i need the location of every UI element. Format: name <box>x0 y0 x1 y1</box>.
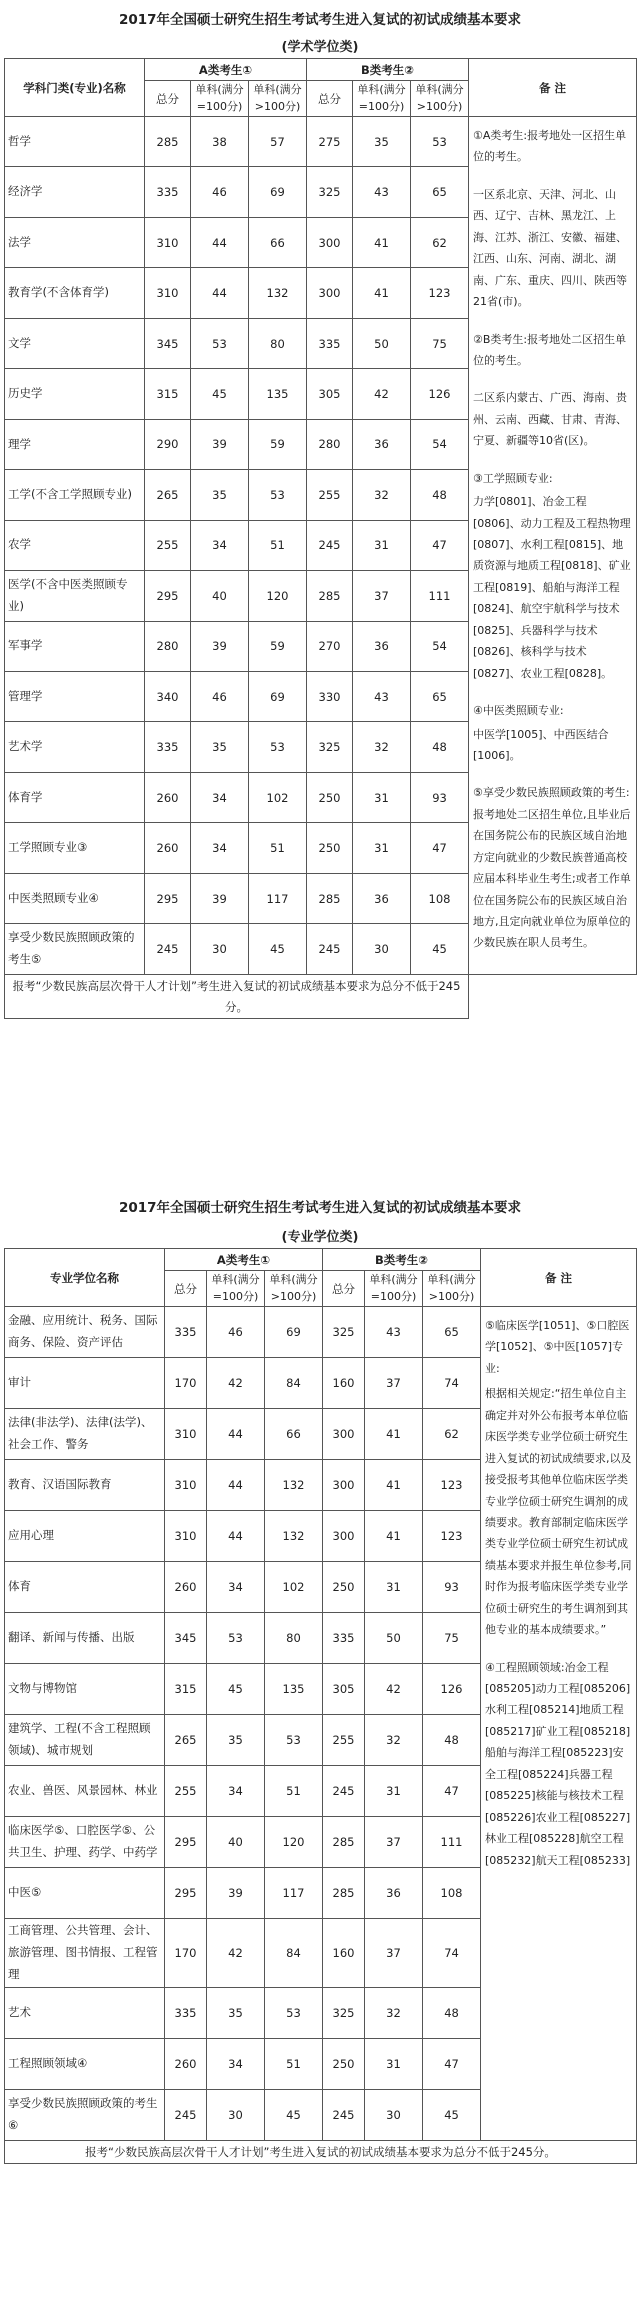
a-single-100: 45 <box>207 1664 265 1715</box>
row-name: 建筑学、工程(不含工程照顾领域)、城市规划 <box>5 1715 165 1766</box>
row-name: 经济学 <box>5 167 145 217</box>
b-single-100: 41 <box>365 1460 423 1511</box>
a-total: 315 <box>165 1664 207 1715</box>
row-name: 农学 <box>5 520 145 570</box>
a-total: 340 <box>145 671 191 721</box>
b-single-100: 42 <box>365 1664 423 1715</box>
a-total: 345 <box>165 1613 207 1664</box>
note-engineering-title: ③工学照顾专业: <box>473 471 553 485</box>
note-clinical-rules: 根据相关规定:“招生单位自主确定并对外公布报考本单位临床医学类专业学位硕士研究生进入复试的初试成绩要求,以及接受报考其他单位临床医学类专业学位硕士研究生调剂的成绩要求。教育部制定临床医学类专业学位硕士研究生初试成绩基本要求并报生单位参考,同时作为报考临床医学类专业学位硕士研究生的考生调剂到其他专业的基本成绩要求。” <box>485 1387 632 1637</box>
row-name: 体育学 <box>5 772 145 822</box>
a-single-100: 44 <box>207 1409 265 1460</box>
a-single-100: 44 <box>191 268 249 318</box>
b-single-gt100: 47 <box>411 823 469 873</box>
b-single-100: 30 <box>365 2089 423 2140</box>
b-single-gt100: 48 <box>411 722 469 772</box>
b-single-100: 30 <box>353 924 411 975</box>
a-single-gt100: 57 <box>249 117 307 167</box>
a-single-gt100: 51 <box>249 520 307 570</box>
b-total: 305 <box>323 1664 365 1715</box>
row-name: 享受少数民族照顾政策的考生⑤ <box>5 924 145 975</box>
b-single-gt100: 93 <box>423 1562 481 1613</box>
a-total: 310 <box>165 1460 207 1511</box>
a-single-100: 39 <box>191 873 249 923</box>
row-name: 农业、兽医、风景园林、林业 <box>5 1766 165 1817</box>
a-single-100: 35 <box>207 1715 265 1766</box>
a-total: 285 <box>145 117 191 167</box>
academic-notes <box>469 117 637 975</box>
a-single-gt100: 59 <box>249 419 307 469</box>
professional-table <box>4 1248 637 2164</box>
b-total: 250 <box>307 772 353 822</box>
a-single-gt100: 51 <box>249 823 307 873</box>
row-name: 享受少数民族照顾政策的考生⑥ <box>5 2089 165 2140</box>
b-single-100: 31 <box>365 1766 423 1817</box>
b-single-gt100: 48 <box>423 1987 481 2038</box>
b-single-gt100: 74 <box>423 1358 481 1409</box>
b-single-100: 32 <box>353 470 411 520</box>
b-single-100: 36 <box>353 621 411 671</box>
a-total: 310 <box>145 217 191 267</box>
b-single-gt100: 54 <box>411 621 469 671</box>
row-name: 军事学 <box>5 621 145 671</box>
b-single-gt100: 47 <box>411 520 469 570</box>
a-single-100: 35 <box>191 470 249 520</box>
a-total: 295 <box>165 1868 207 1919</box>
b-total: 300 <box>323 1409 365 1460</box>
a-single-100: 42 <box>207 1919 265 1988</box>
a-single-100: 34 <box>207 2038 265 2089</box>
header-b-group: B类考生② <box>307 59 469 81</box>
professional-title: 2017年全国硕士研究生招生考试考生进入复试的初试成绩基本要求 <box>118 1200 522 1216</box>
b-single-gt100: 111 <box>411 571 469 621</box>
row-name: 文学 <box>5 318 145 368</box>
a-single-gt100: 69 <box>265 1307 323 1358</box>
note-region-two: 二区系内蒙古、广西、海南、贵州、云南、西藏、甘肃、青海、宁夏、新疆等10省(区)。 <box>473 391 628 448</box>
b-total: 300 <box>323 1460 365 1511</box>
b-total: 275 <box>307 117 353 167</box>
b-single-100: 31 <box>353 823 411 873</box>
header-a-total: 总分 <box>165 1271 207 1307</box>
a-single-gt100: 66 <box>265 1409 323 1460</box>
a-single-100: 34 <box>191 823 249 873</box>
a-single-gt100: 84 <box>265 1919 323 1988</box>
header-category: 专业学位名称 <box>5 1249 165 1307</box>
b-single-100: 36 <box>353 873 411 923</box>
a-total: 260 <box>165 1562 207 1613</box>
header-category: 学科门类(专业)名称 <box>5 59 145 117</box>
b-total: 280 <box>307 419 353 469</box>
a-single-100: 39 <box>191 621 249 671</box>
row-name: 体育 <box>5 1562 165 1613</box>
b-total: 335 <box>323 1613 365 1664</box>
a-single-100: 39 <box>207 1868 265 1919</box>
b-single-100: 36 <box>353 419 411 469</box>
a-single-100: 38 <box>191 117 249 167</box>
a-single-gt100: 45 <box>265 2089 323 2140</box>
a-single-100: 30 <box>191 924 249 975</box>
row-name: 应用心理 <box>5 1511 165 1562</box>
b-single-100: 37 <box>365 1358 423 1409</box>
b-single-100: 37 <box>365 1919 423 1988</box>
b-single-gt100: 53 <box>411 117 469 167</box>
a-total: 260 <box>165 2038 207 2089</box>
a-single-gt100: 51 <box>265 2038 323 2089</box>
row-name: 法律(非法学)、法律(法学)、社会工作、警务 <box>5 1409 165 1460</box>
row-name: 工程照顾领域④ <box>5 2038 165 2089</box>
b-total: 285 <box>307 571 353 621</box>
a-single-gt100: 53 <box>249 470 307 520</box>
b-single-100: 31 <box>353 520 411 570</box>
professional-subtitle: (专业学位类) <box>281 1230 359 1245</box>
a-total: 295 <box>145 873 191 923</box>
a-single-gt100: 102 <box>249 772 307 822</box>
row-name: 文物与博物馆 <box>5 1664 165 1715</box>
a-single-gt100: 120 <box>249 571 307 621</box>
b-single-gt100: 108 <box>411 873 469 923</box>
a-single-100: 53 <box>191 318 249 368</box>
header-b-group: B类考生② <box>323 1249 481 1271</box>
row-name: 翻译、新闻与传播、出版 <box>5 1613 165 1664</box>
b-single-100: 31 <box>353 772 411 822</box>
a-total: 255 <box>165 1766 207 1817</box>
academic-table <box>4 58 637 1019</box>
b-single-100: 32 <box>353 722 411 772</box>
a-total: 255 <box>145 520 191 570</box>
b-single-gt100: 48 <box>411 470 469 520</box>
a-single-gt100: 53 <box>265 1715 323 1766</box>
a-single-gt100: 45 <box>249 924 307 975</box>
row-name: 历史学 <box>5 369 145 419</box>
a-single-100: 42 <box>207 1358 265 1409</box>
b-total: 285 <box>323 1868 365 1919</box>
b-single-gt100: 62 <box>411 217 469 267</box>
header-a-single-100: 单科(满分=100分) <box>191 81 249 117</box>
b-single-100: 50 <box>365 1613 423 1664</box>
b-single-100: 31 <box>365 1562 423 1613</box>
note-region-one: 一区系北京、天津、河北、山西、辽宁、吉林、黑龙江、上海、江苏、浙江、安徽、福建、江西、山东、河南、湖北、湖南、广东、重庆、四川、陕西等21省(市)。 <box>473 187 628 309</box>
header-a-group: A类考生① <box>165 1249 323 1271</box>
academic-title: 2017年全国硕士研究生招生考试考生进入复试的初试成绩基本要求 <box>118 12 522 28</box>
a-total: 265 <box>145 470 191 520</box>
b-single-gt100: 123 <box>423 1511 481 1562</box>
a-single-gt100: 53 <box>249 722 307 772</box>
header-b-total: 总分 <box>307 81 353 117</box>
a-single-100: 46 <box>207 1307 265 1358</box>
b-single-gt100: 75 <box>411 318 469 368</box>
b-total: 330 <box>307 671 353 721</box>
a-single-gt100: 102 <box>265 1562 323 1613</box>
a-total: 265 <box>165 1715 207 1766</box>
row-name: 临床医学⑤、口腔医学⑤、公共卫生、护理、药学、中药学 <box>5 1817 165 1868</box>
b-single-gt100: 47 <box>423 2038 481 2089</box>
a-single-gt100: 66 <box>249 217 307 267</box>
b-single-gt100: 48 <box>423 1715 481 1766</box>
b-single-100: 31 <box>365 2038 423 2089</box>
a-total: 335 <box>165 1987 207 2038</box>
b-single-gt100: 65 <box>411 167 469 217</box>
a-single-100: 34 <box>207 1766 265 1817</box>
row-name: 哲学 <box>5 117 145 167</box>
b-single-gt100: 75 <box>423 1613 481 1664</box>
b-total: 270 <box>307 621 353 671</box>
a-total: 335 <box>165 1307 207 1358</box>
b-single-100: 50 <box>353 318 411 368</box>
a-single-gt100: 132 <box>265 1460 323 1511</box>
row-name: 理学 <box>5 419 145 469</box>
a-single-100: 40 <box>191 571 249 621</box>
a-single-100: 30 <box>207 2089 265 2140</box>
header-remarks: 备 注 <box>469 59 637 117</box>
b-total: 255 <box>323 1715 365 1766</box>
a-total: 335 <box>145 722 191 772</box>
a-single-gt100: 117 <box>265 1868 323 1919</box>
a-single-gt100: 51 <box>265 1766 323 1817</box>
b-single-100: 43 <box>353 167 411 217</box>
a-total: 295 <box>165 1817 207 1868</box>
a-single-gt100: 120 <box>265 1817 323 1868</box>
a-single-100: 46 <box>191 671 249 721</box>
professional-footnote: 报考“少数民族高层次骨干人才计划”考生进入复试的初试成绩基本要求为总分不低于245分。 <box>5 2140 637 2164</box>
row-name: 艺术 <box>5 1987 165 2038</box>
row-name: 工商管理、公共管理、会计、旅游管理、图书情报、工程管理 <box>5 1919 165 1988</box>
note-tcm-list: 中医学[1005]、中西医结合[1006]。 <box>473 727 609 762</box>
a-total: 170 <box>165 1358 207 1409</box>
a-total: 310 <box>145 268 191 318</box>
a-single-100: 34 <box>207 1562 265 1613</box>
b-total: 160 <box>323 1919 365 1988</box>
b-single-gt100: 93 <box>411 772 469 822</box>
header-b-single-100: 单科(满分=100分) <box>365 1271 423 1307</box>
a-single-100: 39 <box>191 419 249 469</box>
a-total: 315 <box>145 369 191 419</box>
row-name: 医学(不含中医类照顾专业) <box>5 571 145 621</box>
b-total: 250 <box>323 2038 365 2089</box>
row-name: 教育、汉语国际教育 <box>5 1460 165 1511</box>
b-total: 250 <box>323 1562 365 1613</box>
note-a-class: ①A类考生:报考地处一区招生单位的考生。 <box>473 129 627 164</box>
a-single-100: 46 <box>191 167 249 217</box>
a-single-gt100: 80 <box>265 1613 323 1664</box>
b-single-100: 41 <box>353 268 411 318</box>
b-total: 160 <box>323 1358 365 1409</box>
a-total: 280 <box>145 621 191 671</box>
header-b-single-100: 单科(满分=100分) <box>353 81 411 117</box>
b-total: 245 <box>323 1766 365 1817</box>
a-single-gt100: 69 <box>249 167 307 217</box>
header-b-single-gt100: 单科(满分>100分) <box>411 81 469 117</box>
b-total: 300 <box>307 217 353 267</box>
b-single-gt100: 123 <box>423 1460 481 1511</box>
b-total: 245 <box>307 520 353 570</box>
b-single-gt100: 65 <box>411 671 469 721</box>
b-single-gt100: 126 <box>411 369 469 419</box>
header-remarks: 备 注 <box>481 1249 637 1307</box>
row-name: 艺术学 <box>5 722 145 772</box>
b-total: 285 <box>307 873 353 923</box>
row-name: 工学(不含工学照顾专业) <box>5 470 145 520</box>
a-single-100: 45 <box>191 369 249 419</box>
a-single-100: 44 <box>207 1460 265 1511</box>
a-total: 310 <box>165 1409 207 1460</box>
a-single-gt100: 132 <box>265 1511 323 1562</box>
note-b-class: ②B类考生:报考地处二区招生单位的考生。 <box>473 332 627 367</box>
note-engineering-fields: ④工程照顾领域:冶金工程[085205]动力工程[085206]水利工程[085214]地质工程[085217]矿业工程[085218]船舶与海洋工程[085223]安全工程[085224]兵器工程[085225]核能与核技术工程[085226]农业工程[085227]林业工程[085228]航空工程[085232]航天工程[085233] <box>485 1660 631 1867</box>
a-total: 245 <box>165 2089 207 2140</box>
a-single-100: 44 <box>207 1511 265 1562</box>
header-a-total: 总分 <box>145 81 191 117</box>
b-single-gt100: 126 <box>423 1664 481 1715</box>
b-single-100: 42 <box>353 369 411 419</box>
a-single-gt100: 69 <box>249 671 307 721</box>
row-name: 工学照顾专业③ <box>5 823 145 873</box>
b-total: 335 <box>307 318 353 368</box>
b-single-100: 41 <box>365 1511 423 1562</box>
b-total: 300 <box>307 268 353 318</box>
row-name: 中医类照顾专业④ <box>5 873 145 923</box>
b-single-100: 41 <box>353 217 411 267</box>
row-name: 金融、应用统计、税务、国际商务、保险、资产评估 <box>5 1307 165 1358</box>
row-name: 教育学(不含体育学) <box>5 268 145 318</box>
b-total: 325 <box>323 1987 365 2038</box>
b-total: 285 <box>323 1817 365 1868</box>
b-total: 325 <box>323 1307 365 1358</box>
b-single-gt100: 45 <box>411 924 469 975</box>
b-single-gt100: 108 <box>423 1868 481 1919</box>
a-total: 335 <box>145 167 191 217</box>
header-a-single-gt100: 单科(满分>100分) <box>249 81 307 117</box>
a-single-100: 44 <box>191 217 249 267</box>
b-single-100: 35 <box>353 117 411 167</box>
a-single-100: 40 <box>207 1817 265 1868</box>
a-single-100: 35 <box>207 1987 265 2038</box>
note-tcm-title: ④中医类照顾专业: <box>473 704 564 718</box>
row-name: 法学 <box>5 217 145 267</box>
a-total: 260 <box>145 772 191 822</box>
row-name: 审计 <box>5 1358 165 1409</box>
header-b-total: 总分 <box>323 1271 365 1307</box>
row-name: 中医⑤ <box>5 1868 165 1919</box>
a-total: 170 <box>165 1919 207 1988</box>
b-single-100: 41 <box>365 1409 423 1460</box>
header-a-single-100: 单科(满分=100分) <box>207 1271 265 1307</box>
a-single-gt100: 53 <box>265 1987 323 2038</box>
a-single-gt100: 132 <box>249 268 307 318</box>
b-single-100: 43 <box>353 671 411 721</box>
a-single-gt100: 80 <box>249 318 307 368</box>
row-name: 管理学 <box>5 671 145 721</box>
b-single-gt100: 65 <box>423 1307 481 1358</box>
b-single-gt100: 62 <box>423 1409 481 1460</box>
a-single-100: 34 <box>191 772 249 822</box>
note-minority: ⑤享受少数民族照顾政策的考生:报考地处二区招生单位,且毕业后在国务院公布的民族区域自治地方定向就业的少数民族普通高校应届本科毕业生考生;或者工作单位在国务院公布的民族区域自治地方,且定向就业单位为原单位的少数民族在职人员考生。 <box>473 786 631 950</box>
b-single-100: 36 <box>365 1868 423 1919</box>
b-single-gt100: 74 <box>423 1919 481 1988</box>
table-row <box>5 117 637 167</box>
b-single-100: 43 <box>365 1307 423 1358</box>
b-total: 325 <box>307 167 353 217</box>
a-total: 245 <box>145 924 191 975</box>
a-total: 290 <box>145 419 191 469</box>
a-total: 295 <box>145 571 191 621</box>
b-total: 250 <box>307 823 353 873</box>
a-single-100: 34 <box>191 520 249 570</box>
b-single-gt100: 54 <box>411 419 469 469</box>
academic-footnote: 报考“少数民族高层次骨干人才计划”考生进入复试的初试成绩基本要求为总分不低于245分。 <box>5 974 469 1018</box>
header-b-single-gt100: 单科(满分>100分) <box>423 1271 481 1307</box>
b-total: 300 <box>323 1511 365 1562</box>
note-clinical-title: ⑤临床医学[1051]、⑤口腔医学[1052]、⑤中医[1057]专业: <box>485 1319 630 1375</box>
b-single-100: 37 <box>353 571 411 621</box>
a-single-100: 53 <box>207 1613 265 1664</box>
b-single-100: 32 <box>365 1715 423 1766</box>
a-total: 310 <box>165 1511 207 1562</box>
b-single-100: 32 <box>365 1987 423 2038</box>
a-single-100: 35 <box>191 722 249 772</box>
a-total: 260 <box>145 823 191 873</box>
b-total: 245 <box>307 924 353 975</box>
b-single-100: 37 <box>365 1817 423 1868</box>
a-single-gt100: 117 <box>249 873 307 923</box>
a-single-gt100: 135 <box>249 369 307 419</box>
b-total: 255 <box>307 470 353 520</box>
b-total: 245 <box>323 2089 365 2140</box>
header-a-single-gt100: 单科(满分>100分) <box>265 1271 323 1307</box>
b-total: 325 <box>307 722 353 772</box>
b-single-gt100: 45 <box>423 2089 481 2140</box>
a-single-gt100: 84 <box>265 1358 323 1409</box>
table-row <box>5 1307 637 1358</box>
academic-subtitle: (学术学位类) <box>281 40 359 55</box>
b-single-gt100: 123 <box>411 268 469 318</box>
b-total: 305 <box>307 369 353 419</box>
a-single-gt100: 135 <box>265 1664 323 1715</box>
b-single-gt100: 111 <box>423 1817 481 1868</box>
header-a-group: A类考生① <box>145 59 307 81</box>
note-engineering-list: 力学[0801]、冶金工程[0806]、动力工程及工程热物理[0807]、水利工程[0815]、地质资源与地质工程[0818]、矿业工程[0819]、船舶与海洋工程[0824]、航空宇航科学与技术[0825]、兵器科学与技术[0826]、核科学与技术[0827]、农业工程[0828]。 <box>473 495 631 680</box>
professional-notes <box>481 1307 637 2141</box>
a-single-gt100: 59 <box>249 621 307 671</box>
a-total: 345 <box>145 318 191 368</box>
b-single-gt100: 47 <box>423 1766 481 1817</box>
